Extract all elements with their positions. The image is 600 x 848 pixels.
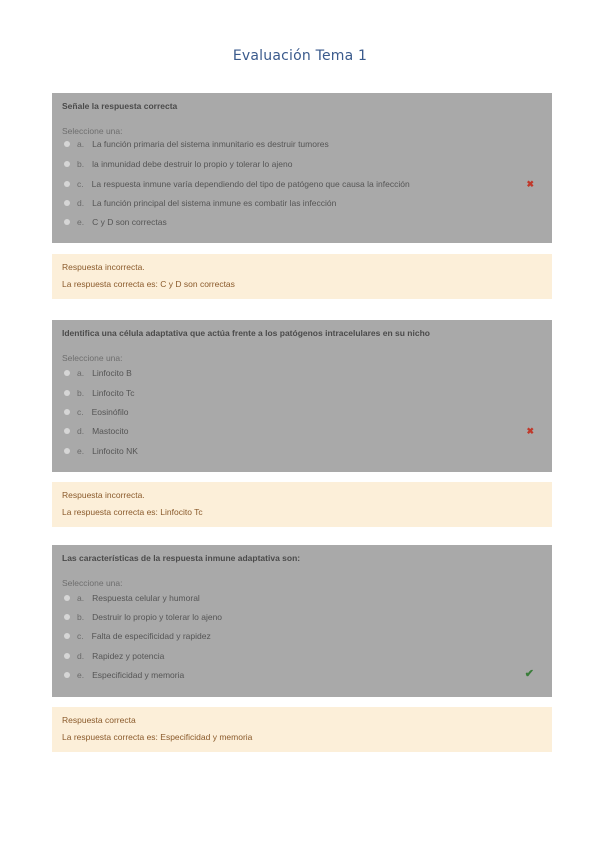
option-letter: c. bbox=[77, 631, 84, 641]
radio-icon[interactable] bbox=[64, 219, 70, 225]
feedback-1-box bbox=[52, 254, 552, 299]
feedback-3-box bbox=[52, 707, 552, 752]
option-text: La función primaria del sistema inmunitario es destruir tumores bbox=[92, 139, 329, 149]
option-text: C y D son correctas bbox=[92, 217, 167, 227]
option-d[interactable] bbox=[64, 649, 524, 663]
option-d[interactable] bbox=[64, 196, 524, 210]
radio-icon[interactable] bbox=[64, 595, 70, 601]
option-text: Linfocito B bbox=[92, 368, 132, 378]
option-letter: d. bbox=[77, 426, 85, 436]
option-text: Linfocito NK bbox=[92, 446, 138, 456]
question-2-box bbox=[52, 320, 552, 472]
radio-icon[interactable] bbox=[64, 200, 70, 206]
feedback-status: Respuesta correcta bbox=[62, 715, 136, 725]
feedback-status: Respuesta incorrecta. bbox=[62, 490, 145, 500]
option-b[interactable] bbox=[64, 157, 524, 171]
option-letter: a. bbox=[77, 139, 85, 149]
option-text: Rapidez y potencia bbox=[92, 651, 165, 661]
question-1-box bbox=[52, 93, 552, 243]
option-e[interactable] bbox=[64, 668, 524, 682]
radio-icon[interactable] bbox=[64, 181, 70, 187]
select-prompt: Seleccione una: bbox=[62, 353, 123, 363]
option-letter: e. bbox=[77, 217, 85, 227]
radio-icon[interactable] bbox=[64, 141, 70, 147]
option-a[interactable] bbox=[64, 591, 524, 605]
option-text: la inmunidad debe destruir lo propio y tolerar lo ajeno bbox=[92, 159, 293, 169]
option-letter: b. bbox=[77, 612, 85, 622]
option-letter: b. bbox=[77, 159, 85, 169]
radio-icon[interactable] bbox=[64, 448, 70, 454]
option-letter: a. bbox=[77, 593, 85, 603]
radio-icon[interactable] bbox=[64, 390, 70, 396]
option-a[interactable] bbox=[64, 137, 524, 151]
radio-icon[interactable] bbox=[64, 370, 70, 376]
radio-icon[interactable] bbox=[64, 409, 70, 415]
question-text: Identifica una célula adaptativa que actúa frente a los patógenos intracelulares en su nicho bbox=[62, 328, 430, 338]
option-e[interactable] bbox=[64, 215, 524, 229]
radio-icon[interactable] bbox=[64, 633, 70, 639]
option-text: Falta de especificidad y rapidez bbox=[91, 631, 211, 641]
option-letter: a. bbox=[77, 368, 85, 378]
option-text: Especificidad y memoria bbox=[92, 670, 185, 680]
question-3-box bbox=[52, 545, 552, 697]
radio-icon[interactable] bbox=[64, 653, 70, 659]
option-text: Destruir lo propio y tolerar lo ajeno bbox=[92, 612, 223, 622]
option-letter: e. bbox=[77, 670, 85, 680]
option-letter: e. bbox=[77, 446, 85, 456]
radio-icon[interactable] bbox=[64, 614, 70, 620]
radio-icon[interactable] bbox=[64, 161, 70, 167]
feedback-status: Respuesta incorrecta. bbox=[62, 262, 145, 272]
option-a[interactable] bbox=[64, 366, 524, 380]
option-text: La función principal del sistema inmune es combatir las infección bbox=[92, 198, 337, 208]
feedback-2-box bbox=[52, 482, 552, 527]
cross-icon: ✖ bbox=[526, 179, 534, 189]
radio-icon[interactable] bbox=[64, 428, 70, 434]
select-prompt: Seleccione una: bbox=[62, 126, 123, 136]
option-text: Linfocito Tc bbox=[92, 388, 135, 398]
cross-icon: ✖ bbox=[526, 426, 534, 436]
option-letter: d. bbox=[77, 651, 85, 661]
option-c[interactable] bbox=[64, 177, 524, 191]
option-c[interactable] bbox=[64, 405, 524, 419]
radio-icon[interactable] bbox=[64, 672, 70, 678]
option-letter: c. bbox=[77, 407, 84, 417]
question-text: Las características de la respuesta inmune adaptativa son: bbox=[62, 553, 301, 563]
select-prompt: Seleccione una: bbox=[62, 578, 123, 588]
option-text: Mastocito bbox=[92, 426, 129, 436]
feedback-answer: La respuesta correcta es: Linfocito Tc bbox=[62, 507, 203, 517]
option-b[interactable] bbox=[64, 610, 524, 624]
option-letter: c. bbox=[77, 179, 84, 189]
feedback-answer: La respuesta correcta es: C y D son correctas bbox=[62, 279, 235, 289]
option-letter: d. bbox=[77, 198, 85, 208]
feedback-answer: La respuesta correcta es: Especificidad y memoria bbox=[62, 732, 253, 742]
option-d[interactable] bbox=[64, 424, 524, 438]
check-icon: ✔ bbox=[524, 668, 534, 680]
option-text: Respuesta celular y humoral bbox=[92, 593, 200, 603]
option-e[interactable] bbox=[64, 444, 524, 458]
question-text: Señale la respuesta correcta bbox=[62, 101, 178, 111]
option-c[interactable] bbox=[64, 629, 524, 643]
option-letter: b. bbox=[77, 388, 85, 398]
option-text: Eosinófilo bbox=[91, 407, 129, 417]
option-text: La respuesta inmune varía dependiendo del tipo de patógeno que causa la infección bbox=[91, 179, 410, 189]
option-b[interactable] bbox=[64, 386, 524, 400]
page-title: Evaluación Tema 1 bbox=[232, 48, 368, 64]
